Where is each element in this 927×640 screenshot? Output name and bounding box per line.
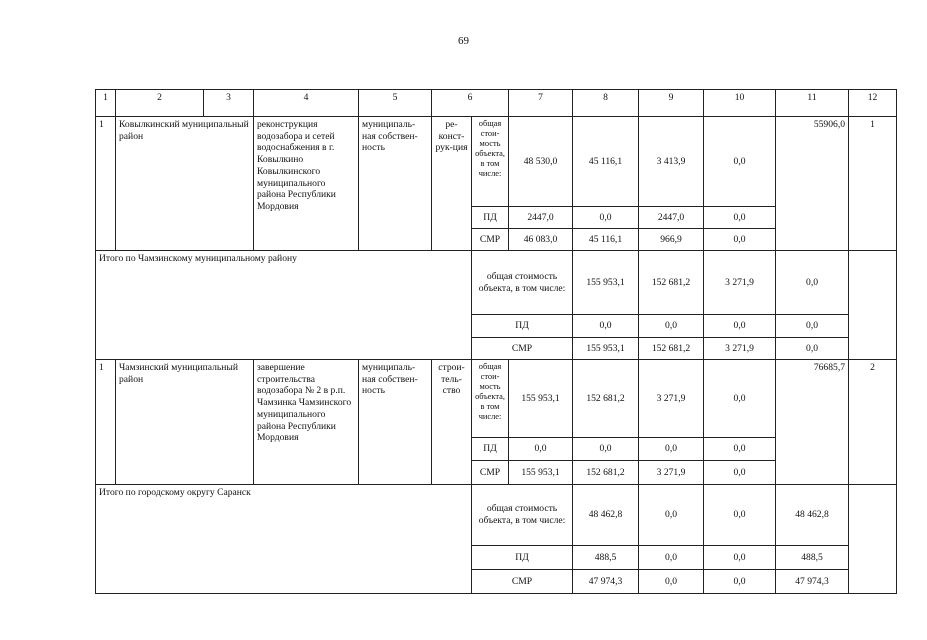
cost-label: ПД bbox=[472, 207, 509, 229]
value-cell: 152 681,2 bbox=[573, 461, 639, 485]
value-cell: 155 953,1 bbox=[573, 251, 639, 315]
header-cell: 1 bbox=[96, 90, 116, 117]
value-cell: 0,0 bbox=[573, 207, 639, 229]
cost-label: общая стои-мость объекта, в том числе: bbox=[472, 360, 509, 438]
value-cell: 488,5 bbox=[573, 546, 639, 570]
value-cell: 966,9 bbox=[639, 229, 704, 251]
value-cell: 155 953,1 bbox=[573, 338, 639, 360]
cost-label: общая стоимость объекта, в том числе: bbox=[472, 485, 573, 546]
value-cell: 0,0 bbox=[573, 438, 639, 461]
cost-label: ПД bbox=[472, 315, 573, 338]
value-cell: 48 462,8 bbox=[573, 485, 639, 546]
value-cell: 152 681,2 bbox=[573, 360, 639, 438]
district-cell: Ковылкинский муниципальный район bbox=[116, 117, 254, 251]
cost-label: СМР bbox=[472, 461, 509, 485]
total-label: Итого по Чамзинскому муниципальному району bbox=[96, 251, 472, 360]
header-cell: 6 bbox=[432, 90, 509, 117]
cost-label: общая стои-мость объекта, в том числе: bbox=[472, 117, 509, 207]
row-number: 1 bbox=[96, 360, 116, 485]
value-cell: 152 681,2 bbox=[639, 338, 704, 360]
value-cell: 47 974,3 bbox=[776, 570, 849, 594]
value-cell: 155 953,1 bbox=[509, 360, 573, 438]
cost-label: СМР bbox=[472, 229, 509, 251]
object-cell: завершение строительства водозабора № 2 в р.п. Чамзинка Чамзинского муниципального района Республики Мордовия bbox=[254, 360, 359, 485]
value-cell: 0,0 bbox=[639, 570, 704, 594]
value-cell: 48 530,0 bbox=[509, 117, 573, 207]
header-cell: 5 bbox=[359, 90, 432, 117]
header-row bbox=[96, 90, 897, 117]
value-cell: 3 271,9 bbox=[639, 461, 704, 485]
value-cell: 0,0 bbox=[776, 315, 849, 338]
value-cell: 0,0 bbox=[704, 117, 776, 207]
table-row bbox=[96, 360, 897, 438]
page-number: 69 bbox=[458, 35, 469, 47]
value-cell: 0,0 bbox=[639, 438, 704, 461]
value-cell: 0,0 bbox=[776, 338, 849, 360]
value-cell: 3 271,9 bbox=[704, 338, 776, 360]
value-cell: 0,0 bbox=[704, 360, 776, 438]
value-cell: 46 083,0 bbox=[509, 229, 573, 251]
value-cell: 45 116,1 bbox=[573, 117, 639, 207]
value-cell: 0,0 bbox=[704, 315, 776, 338]
value-cell: 47 974,3 bbox=[573, 570, 639, 594]
value-cell: 3 413,9 bbox=[639, 117, 704, 207]
value-cell: 45 116,1 bbox=[573, 229, 639, 251]
table-row bbox=[96, 251, 897, 315]
header-cell: 10 bbox=[704, 90, 776, 117]
value-cell: 152 681,2 bbox=[639, 251, 704, 315]
work-type-cell: строи-тель-ство bbox=[432, 360, 472, 485]
table-row bbox=[96, 485, 897, 546]
value-cell: 3 271,9 bbox=[704, 251, 776, 315]
header-cell: 12 bbox=[849, 90, 897, 117]
value-cell: 3 271,9 bbox=[639, 360, 704, 438]
value-cell: 0,0 bbox=[639, 546, 704, 570]
header-cell: 7 bbox=[509, 90, 573, 117]
header-cell: 11 bbox=[776, 90, 849, 117]
value-cell: 488,5 bbox=[776, 546, 849, 570]
value-cell: 76685,7 bbox=[776, 360, 849, 485]
value-cell: 0,0 bbox=[776, 251, 849, 315]
value-cell: 2447,0 bbox=[509, 207, 573, 229]
empty-cell bbox=[849, 251, 897, 360]
work-type-cell: ре-конст-рук-ция bbox=[432, 117, 472, 251]
cost-label: общая стоимость объекта, в том числе: bbox=[472, 251, 573, 315]
header-cell: 8 bbox=[573, 90, 639, 117]
table-row bbox=[96, 117, 897, 207]
value-cell: 0,0 bbox=[704, 570, 776, 594]
cost-label: СМР bbox=[472, 570, 573, 594]
value-cell: 2 bbox=[849, 360, 897, 485]
total-label: Итого по городскому округу Саранск bbox=[96, 485, 472, 594]
header-cell: 9 bbox=[639, 90, 704, 117]
value-cell: 48 462,8 bbox=[776, 485, 849, 546]
empty-cell bbox=[849, 485, 897, 594]
value-cell: 1 bbox=[849, 117, 897, 251]
object-cell: реконструкция водозабора и сетей водоснабжения в г. Ковылкино Ковылкинского муниципального района Республики Мордовия bbox=[254, 117, 359, 251]
value-cell: 0,0 bbox=[704, 461, 776, 485]
value-cell: 0,0 bbox=[704, 485, 776, 546]
ownership-cell: муниципаль-ная собствен-ность bbox=[359, 360, 432, 485]
ownership-cell: муниципаль-ная собствен-ность bbox=[359, 117, 432, 251]
value-cell: 0,0 bbox=[704, 229, 776, 251]
value-cell: 0,0 bbox=[509, 438, 573, 461]
header-cell: 4 bbox=[254, 90, 359, 117]
value-cell: 0,0 bbox=[704, 546, 776, 570]
cost-label: СМР bbox=[472, 338, 573, 360]
value-cell: 0,0 bbox=[704, 438, 776, 461]
value-cell: 2447,0 bbox=[639, 207, 704, 229]
budget-table bbox=[95, 89, 897, 594]
row-number: 1 bbox=[96, 117, 116, 251]
value-cell: 155 953,1 bbox=[509, 461, 573, 485]
value-cell: 0,0 bbox=[639, 315, 704, 338]
value-cell: 0,0 bbox=[704, 207, 776, 229]
cost-label: ПД bbox=[472, 546, 573, 570]
cost-label: ПД bbox=[472, 438, 509, 461]
district-cell: Чамзинский муниципальный район bbox=[116, 360, 254, 485]
value-cell: 55906,0 bbox=[776, 117, 849, 251]
header-cell: 2 bbox=[116, 90, 204, 117]
header-cell: 3 bbox=[204, 90, 254, 117]
value-cell: 0,0 bbox=[573, 315, 639, 338]
value-cell: 0,0 bbox=[639, 485, 704, 546]
